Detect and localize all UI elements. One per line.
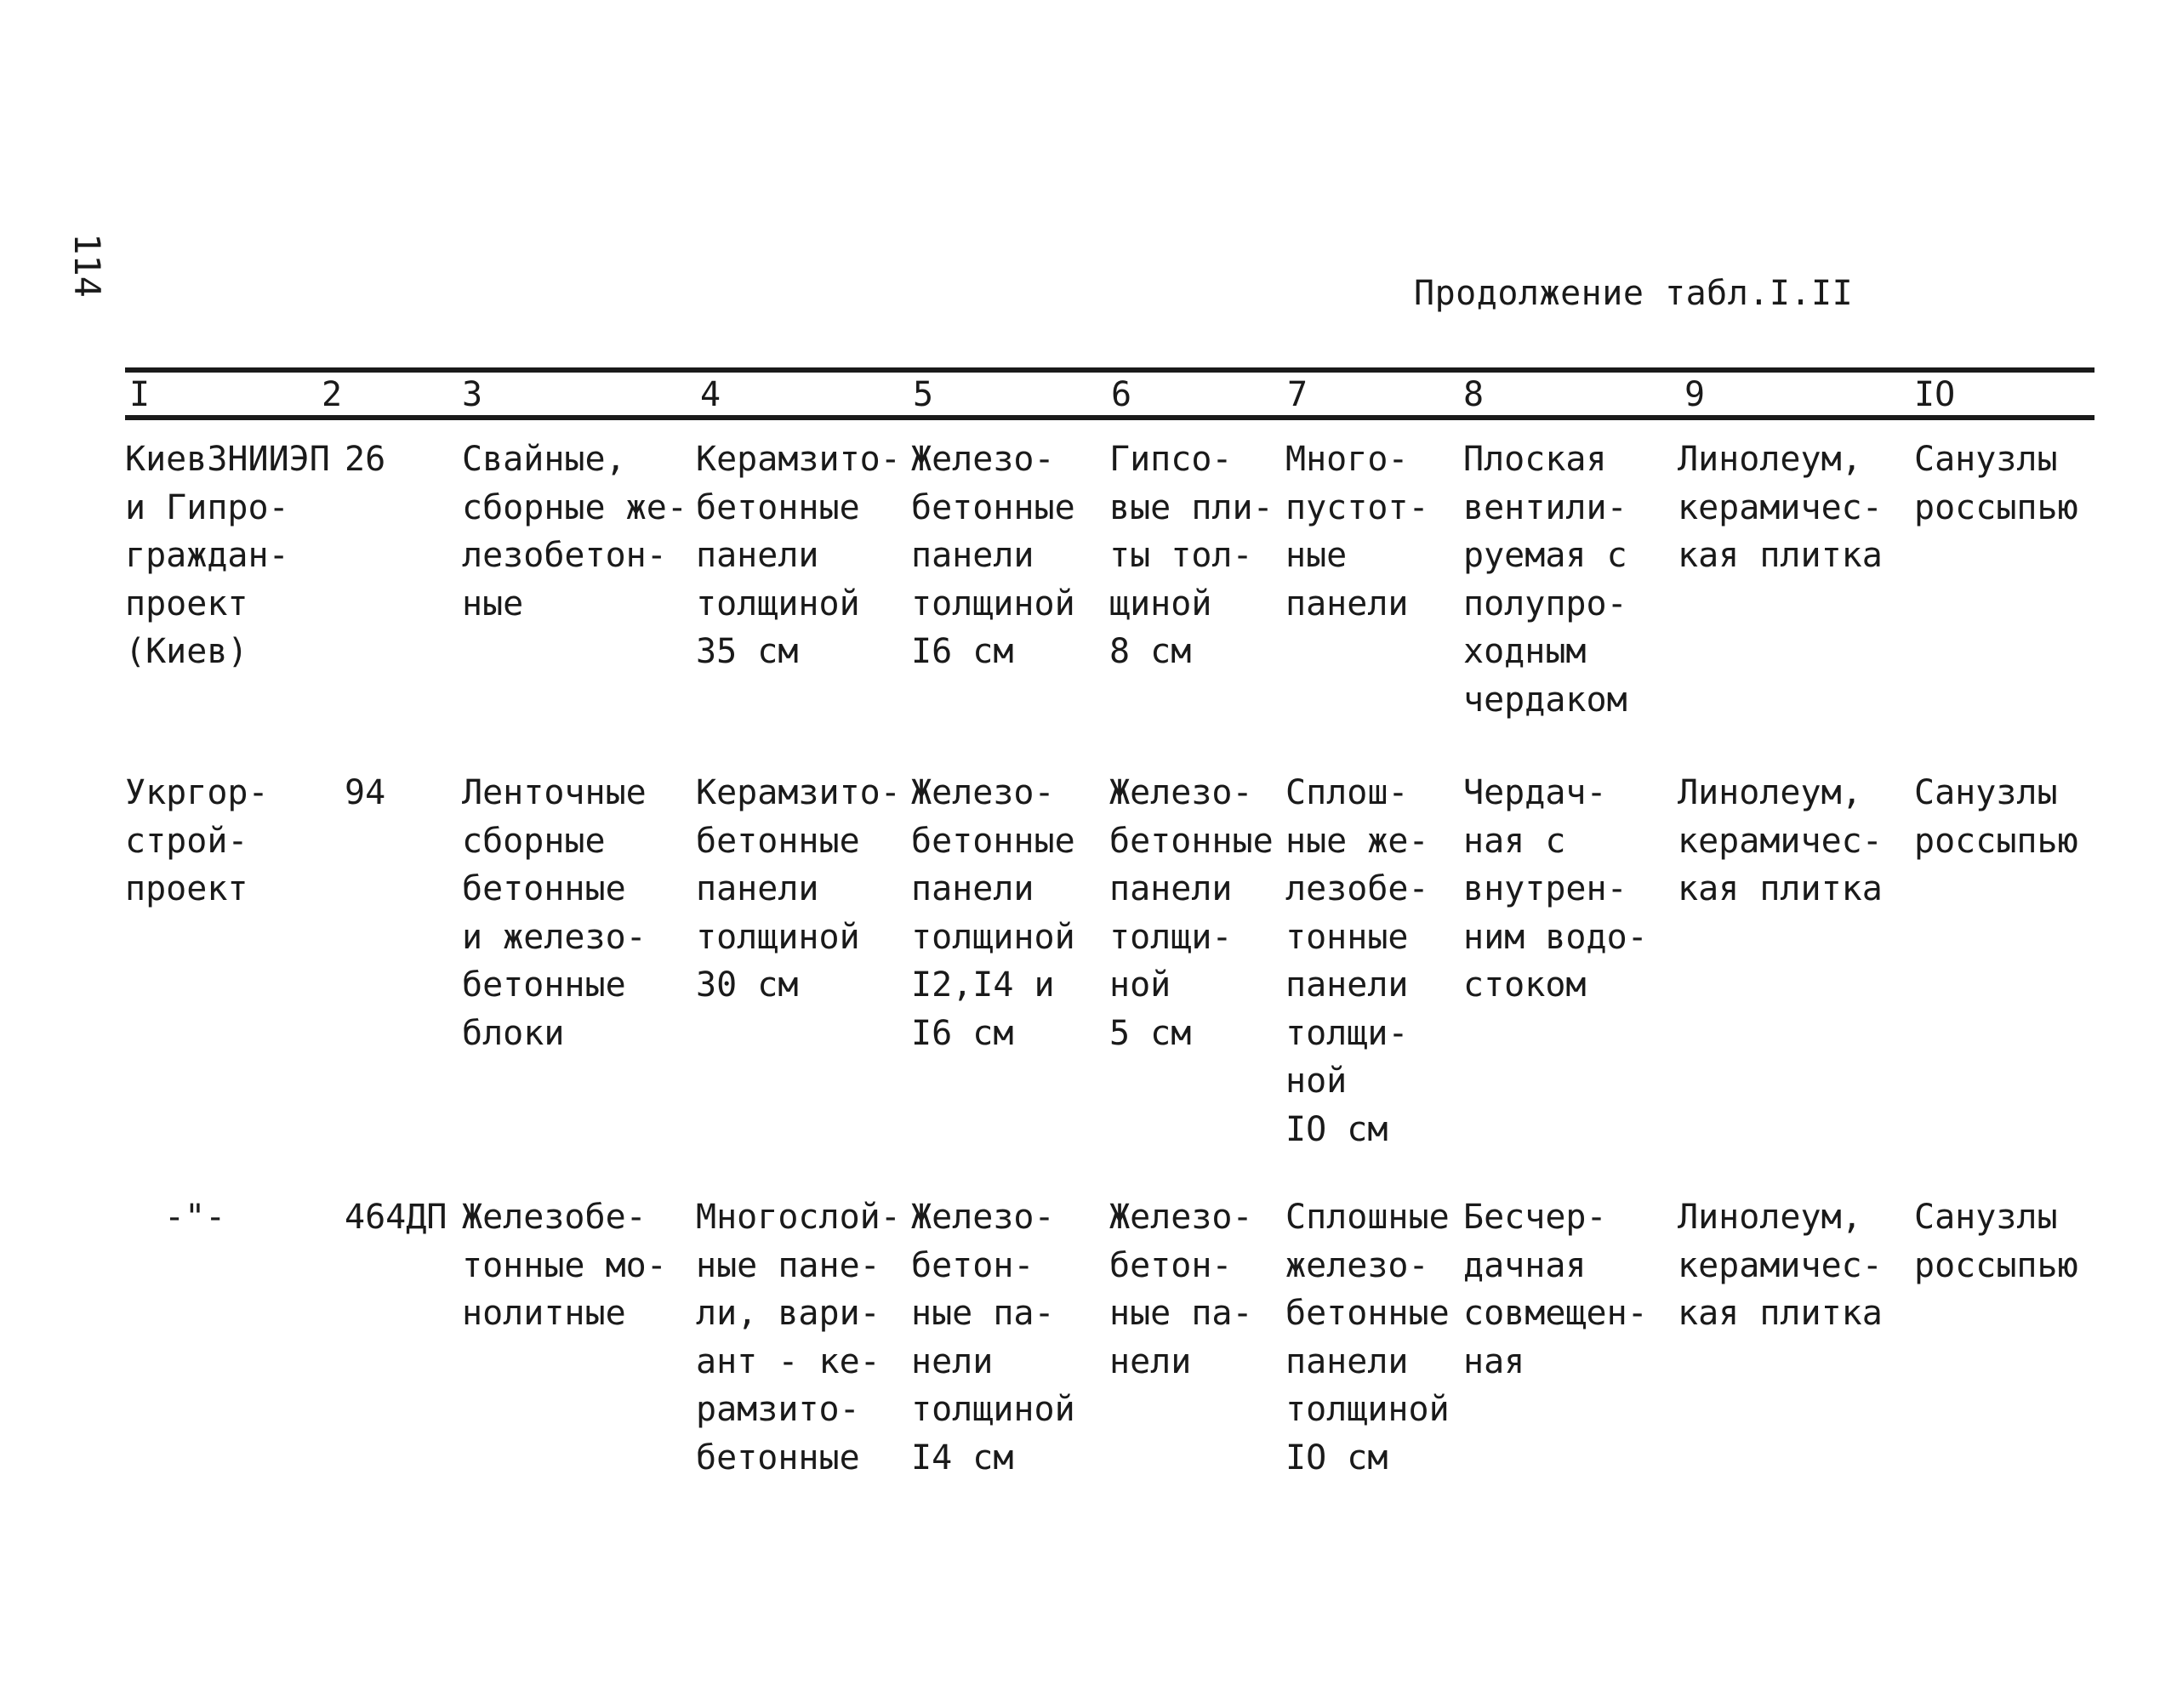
cell-line: толщи- <box>1285 1013 1409 1053</box>
page-number: 114 <box>66 233 108 298</box>
column-header-7: 7 <box>1287 375 1308 414</box>
cell-line: ним водо- <box>1463 917 1648 957</box>
cell-line: ли, вари- <box>696 1294 881 1333</box>
cell-line: нолитные <box>462 1294 626 1333</box>
cell-line: дачная <box>1463 1245 1587 1285</box>
table-cell-r3-c9 <box>1678 1193 1883 1338</box>
cell-line: внутрен- <box>1463 869 1627 908</box>
cell-line: Свайные, <box>462 440 626 479</box>
cell-line: Линолеум, <box>1678 773 1862 812</box>
cell-line: керамичес- <box>1678 821 1883 861</box>
cell-line: IO см <box>1285 1109 1388 1149</box>
cell-line: сборные <box>462 821 606 861</box>
cell-line: ные <box>462 584 524 623</box>
cell-line: панели <box>696 869 819 908</box>
cell-line: I2,I4 и <box>911 965 1055 1005</box>
cell-line: ные па- <box>911 1294 1055 1333</box>
cell-line: Чердач- <box>1463 773 1607 812</box>
cell-line: блоки <box>462 1013 565 1053</box>
column-header-3: 3 <box>462 375 483 414</box>
cell-line: ные же- <box>1285 821 1429 861</box>
table-cell-r2-c10 <box>1914 769 2078 865</box>
table-cell-r2-c8 <box>1463 769 1648 1010</box>
cell-line: вые пли- <box>1109 487 1274 527</box>
cell-line: 5 см <box>1109 1013 1192 1053</box>
cell-line: нели <box>1109 1341 1192 1381</box>
table-cell-r1-c7 <box>1285 436 1429 628</box>
column-header-5: 5 <box>913 375 934 414</box>
cell-line: бетон- <box>911 1245 1034 1285</box>
cell-line: россыпью <box>1914 487 2078 527</box>
cell-line: ной <box>1109 965 1171 1005</box>
cell-line: толщиной <box>911 917 1075 957</box>
cell-line: ные па- <box>1109 1294 1253 1333</box>
cell-line: тонные <box>1285 917 1409 957</box>
table-cell-r1-c8 <box>1463 436 1627 724</box>
cell-line: Санузлы <box>1914 773 2058 812</box>
cell-line: бетонные <box>1109 821 1274 861</box>
table-cell-r3-c3 <box>462 1193 667 1338</box>
cell-line: и железо- <box>462 917 647 957</box>
cell-line: кая плитка <box>1678 869 1883 908</box>
cell-line: нели <box>911 1341 994 1381</box>
cell-line: ты тол- <box>1109 536 1253 575</box>
cell-line: Плоская <box>1463 440 1607 479</box>
column-header-6: 6 <box>1111 375 1132 414</box>
cell-line: Железо- <box>1109 773 1253 812</box>
cell-line: проект <box>125 869 248 908</box>
cell-line: Линолеум, <box>1678 1198 1862 1237</box>
cell-line: Укргор- <box>125 773 269 812</box>
cell-line: керамичес- <box>1678 487 1883 527</box>
cell-line: 94 <box>345 773 386 812</box>
cell-line: россыпью <box>1914 821 2078 861</box>
table-cell-r1-c6 <box>1109 436 1274 676</box>
table-cell-r2-c3 <box>462 769 647 1057</box>
cell-line: бетонные <box>696 1438 860 1477</box>
table-cell-r1-c4 <box>696 436 901 676</box>
cell-line: панели <box>911 536 1034 575</box>
table-cell-r3-c10 <box>1914 1193 2078 1290</box>
table-cell-r3-c5 <box>911 1193 1075 1482</box>
cell-line: толщиной <box>911 584 1075 623</box>
cell-line: ные пане- <box>696 1245 881 1285</box>
cell-line: керамичес- <box>1678 1245 1883 1285</box>
cell-line: Гипсо- <box>1109 440 1233 479</box>
cell-line: ант - ке- <box>696 1341 881 1381</box>
cell-line: 8 см <box>1109 632 1192 671</box>
cell-line: толщиной <box>911 1390 1075 1429</box>
table-cell-r1-c9 <box>1678 436 1883 580</box>
column-header-1: I <box>129 375 151 414</box>
cell-line: Много- <box>1285 440 1409 479</box>
cell-line: ная с <box>1463 821 1566 861</box>
column-header-4: 4 <box>700 375 721 414</box>
table-cell-r2-c2 <box>345 769 385 817</box>
table-cell-r1-c10 <box>1914 436 2078 532</box>
table-cell-r2-c6 <box>1109 769 1274 1057</box>
column-header-10: IO <box>1914 375 1956 414</box>
cell-line: I4 см <box>911 1438 1014 1477</box>
cell-line: железо- <box>1285 1245 1429 1285</box>
cell-line: сборные же- <box>462 487 687 527</box>
cell-line: совмещен- <box>1463 1294 1648 1333</box>
table-cell-r1-c3 <box>462 436 687 628</box>
cell-line: толщиной <box>696 584 860 623</box>
cell-line: и Гипро- <box>125 487 289 527</box>
cell-line: кая плитка <box>1678 536 1883 575</box>
cell-line: лезобе- <box>1285 869 1429 908</box>
cell-line: ной <box>1285 1062 1348 1101</box>
cell-line: Железо- <box>911 1198 1055 1237</box>
cell-line: Ленточные <box>462 773 647 812</box>
table-cell-r3-c1 <box>164 1193 225 1242</box>
cell-line: руемая с <box>1463 536 1627 575</box>
table-cell-r2-c7 <box>1285 769 1429 1153</box>
cell-line: чердаком <box>1463 680 1627 720</box>
cell-line: граждан- <box>125 536 289 575</box>
cell-line: панели <box>1109 869 1233 908</box>
cell-line: Бесчер- <box>1463 1198 1607 1237</box>
cell-line: кая плитка <box>1678 1294 1883 1333</box>
table-cell-r2-c5 <box>911 769 1075 1057</box>
cell-line: I6 см <box>911 632 1014 671</box>
cell-line: 30 см <box>696 965 799 1005</box>
cell-line: строй- <box>125 821 248 861</box>
cell-line: толщиной <box>1285 1390 1450 1429</box>
table-top-rule <box>125 367 2094 373</box>
cell-line: -"- <box>164 1198 226 1237</box>
table-cell-r3-c8 <box>1463 1193 1648 1386</box>
table-cell-r1-c2 <box>345 436 385 484</box>
cell-line: бетон- <box>1109 1245 1233 1285</box>
cell-line: бетонные <box>696 821 860 861</box>
cell-line: Многослой- <box>696 1198 901 1237</box>
cell-line: полупро- <box>1463 584 1627 623</box>
cell-line: ходным <box>1463 632 1587 671</box>
cell-line: бетонные <box>1285 1294 1450 1333</box>
cell-line: бетонные <box>462 965 626 1005</box>
table-cell-r3-c2 <box>345 1193 447 1242</box>
table-cell-r3-c6 <box>1109 1193 1253 1386</box>
cell-line: панели <box>1285 965 1409 1005</box>
cell-line: бетонные <box>696 487 860 527</box>
column-header-8: 8 <box>1463 375 1485 414</box>
cell-line: Железо- <box>1109 1198 1253 1237</box>
table-cell-r2-c4 <box>696 769 901 1010</box>
cell-line: Линолеум, <box>1678 440 1862 479</box>
cell-line: ные <box>1285 536 1348 575</box>
cell-line: 464ДП <box>345 1198 447 1237</box>
cell-line: лезобетон- <box>462 536 667 575</box>
cell-line: ная <box>1463 1341 1525 1381</box>
table-cell-r2-c1 <box>125 769 269 914</box>
cell-line: толщи- <box>1109 917 1233 957</box>
cell-line: Железобе- <box>462 1198 647 1237</box>
table-cell-r3-c4 <box>696 1193 901 1482</box>
cell-line: Железо- <box>911 440 1055 479</box>
table-cell-r1-c1 <box>125 436 330 676</box>
cell-line: толщиной <box>696 917 860 957</box>
cell-line: бетонные <box>462 869 626 908</box>
cell-line: вентили- <box>1463 487 1627 527</box>
cell-line: панели <box>1285 1341 1409 1381</box>
cell-line: 35 см <box>696 632 799 671</box>
cell-line: тонные мо- <box>462 1245 667 1285</box>
cell-line: панели <box>911 869 1034 908</box>
cell-line: бетонные <box>911 821 1075 861</box>
cell-line: пустот- <box>1285 487 1429 527</box>
column-header-9: 9 <box>1684 375 1706 414</box>
cell-line: панели <box>696 536 819 575</box>
column-header-2: 2 <box>322 375 343 414</box>
cell-line: россыпью <box>1914 1245 2078 1285</box>
cell-line: Железо- <box>911 773 1055 812</box>
cell-line: рамзито- <box>696 1390 860 1429</box>
cell-line: Керамзито- <box>696 440 901 479</box>
cell-line: проект <box>125 584 248 623</box>
table-cell-r3-c7 <box>1285 1193 1450 1482</box>
table-cell-r1-c5 <box>911 436 1075 676</box>
cell-line: стоком <box>1463 965 1587 1005</box>
table-header-rule <box>125 415 2094 420</box>
cell-line: 26 <box>345 440 386 479</box>
cell-line: (Киев) <box>125 632 248 671</box>
table-continuation-label: Продолжение табл.I.II <box>1414 274 1854 313</box>
cell-line: Керамзито- <box>696 773 901 812</box>
cell-line: бетонные <box>911 487 1075 527</box>
cell-line: I6 см <box>911 1013 1014 1053</box>
cell-line: КиевЗНИИЭП <box>125 440 330 479</box>
cell-line: Санузлы <box>1914 1198 2058 1237</box>
cell-line: щиной <box>1109 584 1212 623</box>
table-cell-r2-c9 <box>1678 769 1883 914</box>
cell-line: IO см <box>1285 1438 1388 1477</box>
cell-line: Санузлы <box>1914 440 2058 479</box>
cell-line: Сплошные <box>1285 1198 1450 1237</box>
cell-line: Сплош- <box>1285 773 1409 812</box>
cell-line: панели <box>1285 584 1409 623</box>
